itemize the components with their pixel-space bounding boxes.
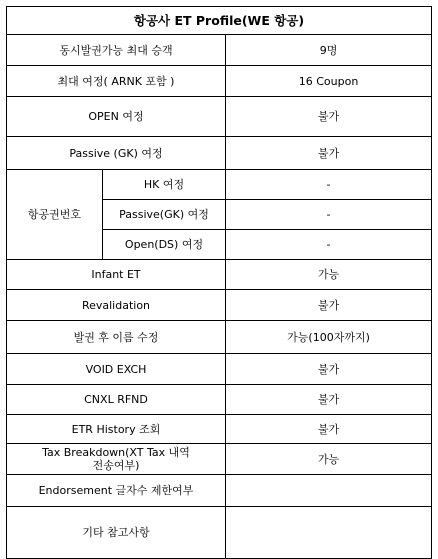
hk-segment-label[interactable]: HK 여정	[103, 170, 226, 200]
etr-history-label[interactable]: ETR History 조회	[7, 415, 226, 444]
passive-gk-value[interactable]: 불가	[226, 137, 432, 170]
table-row	[7, 170, 432, 200]
et-profile-sheet	[6, 6, 431, 559]
table-row	[7, 66, 432, 97]
tax-breakdown-label-line2: 전송여부)	[92, 459, 140, 472]
table-row	[7, 507, 432, 559]
hk-segment-value[interactable]: -	[226, 170, 432, 200]
other-notes-value[interactable]	[226, 507, 432, 559]
void-exch-value[interactable]: 불가	[226, 354, 432, 385]
passive-segment-value[interactable]: -	[226, 200, 432, 230]
tax-breakdown-value[interactable]: 가능	[226, 444, 432, 475]
open-segment-value[interactable]: 불가	[226, 97, 432, 137]
revalidation-label[interactable]: Revalidation	[7, 290, 226, 321]
max-segments-value[interactable]: 16 Coupon	[226, 66, 432, 97]
table-row	[7, 321, 432, 354]
table-row	[7, 290, 432, 321]
table-row	[7, 97, 432, 137]
cnxl-rfnd-value[interactable]: 불가	[226, 385, 432, 415]
name-change-label[interactable]: 발권 후 이름 수정	[7, 321, 226, 354]
open-ds-segment-label[interactable]: Open(DS) 여정	[103, 230, 226, 260]
tax-breakdown-label-line1: Tax Breakdown(XT Tax 내역	[42, 446, 190, 459]
table-title[interactable]: 항공사 ET Profile(WE 항공)	[7, 7, 432, 35]
infant-et-value[interactable]: 가능	[226, 260, 432, 290]
table-row	[7, 35, 432, 66]
table-title-row	[7, 7, 432, 35]
max-passengers-value[interactable]: 9명	[226, 35, 432, 66]
open-segment-label[interactable]: OPEN 여정	[7, 97, 226, 137]
other-notes-label[interactable]: 기타 참고사항	[7, 507, 226, 559]
revalidation-value[interactable]: 불가	[226, 290, 432, 321]
passive-segment-label[interactable]: Passive(GK) 여정	[103, 200, 226, 230]
airline-code-group-label[interactable]: 항공권번호	[7, 170, 103, 260]
endorsement-value[interactable]	[226, 475, 432, 507]
table-row	[7, 415, 432, 444]
table-row	[7, 354, 432, 385]
et-profile-table	[6, 6, 432, 559]
tax-breakdown-label[interactable]	[7, 444, 226, 475]
table-row	[7, 137, 432, 170]
void-exch-label[interactable]: VOID EXCH	[7, 354, 226, 385]
max-passengers-label[interactable]: 동시발권가능 최대 승객	[7, 35, 226, 66]
name-change-value[interactable]: 가능(100자까지)	[226, 321, 432, 354]
etr-history-value[interactable]: 불가	[226, 415, 432, 444]
endorsement-label[interactable]: Endorsement 글자수 제한여부	[7, 475, 226, 507]
infant-et-label[interactable]: Infant ET	[7, 260, 226, 290]
max-segments-label[interactable]: 최대 여정( ARNK 포함 )	[7, 66, 226, 97]
table-row	[7, 475, 432, 507]
table-row	[7, 444, 432, 475]
table-row	[7, 260, 432, 290]
open-ds-segment-value[interactable]: -	[226, 230, 432, 260]
passive-gk-label[interactable]: Passive (GK) 여정	[7, 137, 226, 170]
table-row	[7, 385, 432, 415]
cnxl-rfnd-label[interactable]: CNXL RFND	[7, 385, 226, 415]
